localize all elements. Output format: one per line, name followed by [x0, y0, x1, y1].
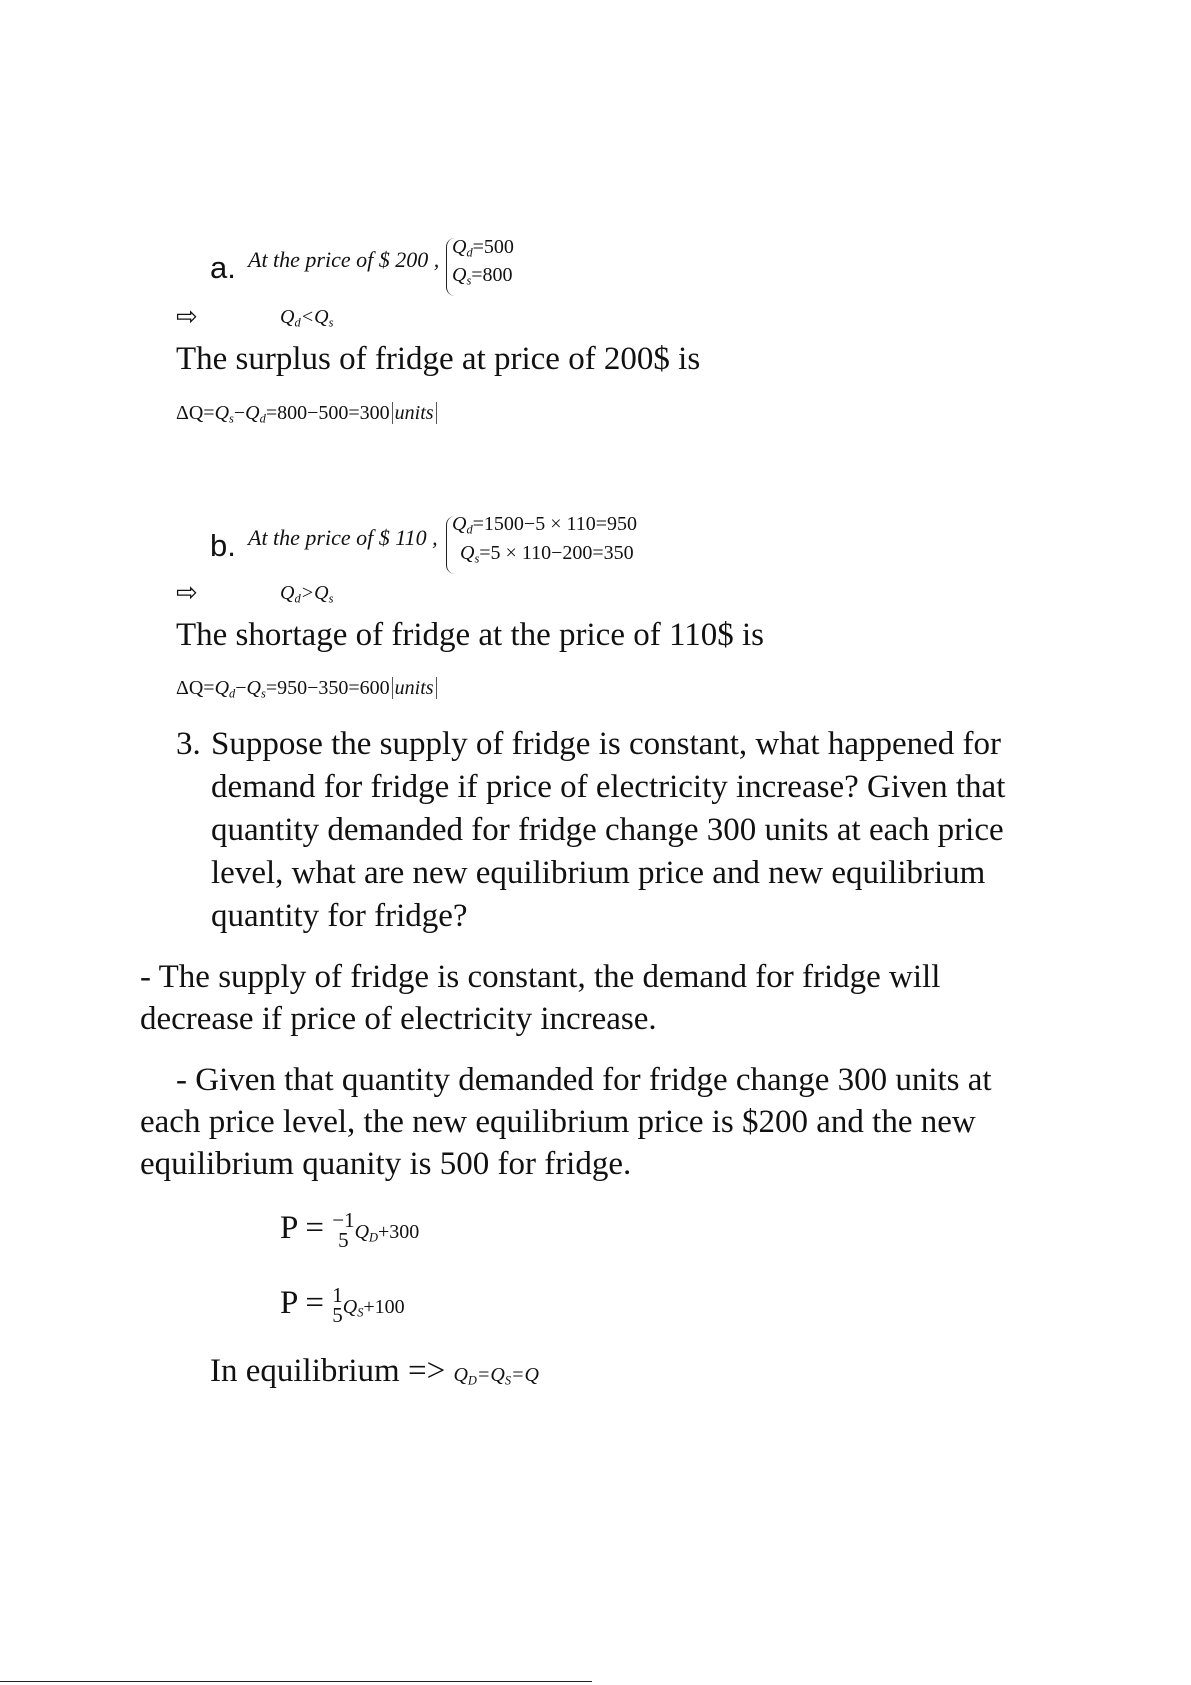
demand-equation: P = −1 5 $Q_D+300$: [280, 1208, 420, 1253]
footer-rule: [0, 1681, 592, 1682]
part-a-eq1: $Q_d=500$: [452, 236, 514, 260]
question-3: [176, 723, 1076, 938]
question-text: Suppose the supply of fridge is constant, what happened for demand for fridge if price of electricity increase? Given that quantity demanded for fridge change 300 units at each price level, what are new equilibrium price and new equilibrium quantity for fridge?: [211, 726, 1006, 934]
part-a-label: a.: [210, 250, 236, 285]
fraction: −1 5: [332, 1208, 355, 1253]
supply-equation: P = 1 5 $Q_S+100$: [280, 1283, 405, 1328]
part-a-eq2: $Q_s=800$: [452, 264, 513, 288]
implies-arrow-icon: ⇨: [176, 578, 198, 608]
question-number: 3.: [176, 726, 201, 762]
part-a-statement: The surplus of fridge at price of 200$ is: [176, 341, 701, 377]
answer-paragraph-1: - The supply of fridge is constant, the demand for fridge will decrease if price of electricity increase.: [140, 959, 941, 1037]
part-b-delta: $\Delta Q=Q_d-Q_s=950-350=600$ units: [176, 677, 437, 702]
part-b-relation: $Q_d>Q_s$: [280, 582, 334, 606]
equilibrium-line: In equilibrium => $Q_D=Q_S=Q$: [210, 1353, 539, 1389]
part-b-label: b.: [210, 528, 236, 563]
part-b-condition: At the price of $ 110 ,: [248, 525, 438, 550]
part-a-relation: $Q_d<Q_s$: [280, 306, 334, 330]
answer-paragraph-2: - Given that quantity demanded for fridge change 300 units at each price level, the new equilibrium price is $200 and the new equilibrium quanity is 500 for fridge.: [140, 1062, 992, 1182]
part-b-eq2: $Q_s=5 \times 110-200=350$: [460, 542, 634, 566]
part-a-delta: $\Delta Q=Q_s-Q_d=800-500=300$ units: [176, 402, 437, 427]
part-a-condition: At the price of $ 200 ,: [248, 247, 440, 272]
fraction: 1 5: [332, 1283, 343, 1328]
part-b-statement: The shortage of fridge at the price of 110$ is: [176, 617, 764, 653]
implies-arrow-icon: ⇨: [176, 302, 198, 332]
part-b-eq1: $Q_d=1500-5 \times 110=950$: [452, 513, 638, 537]
